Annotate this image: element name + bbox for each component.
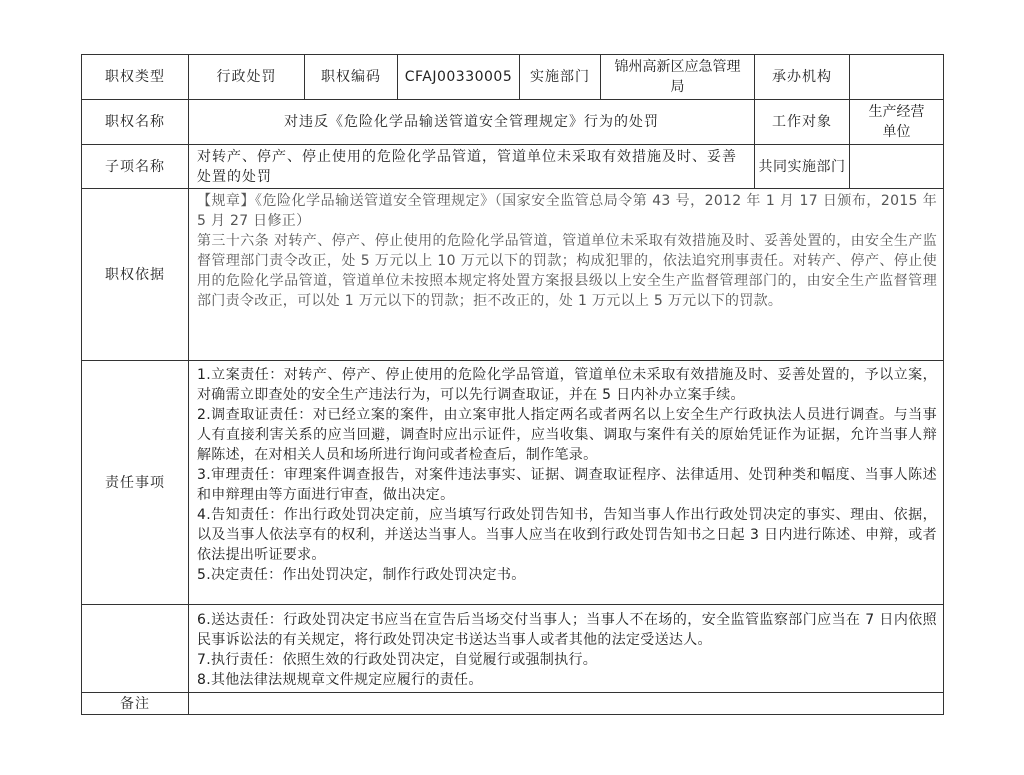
value-joint xyxy=(850,145,944,189)
duty-item-5: 5.决定责任：作出处罚决定，制作行政处罚决定书。 xyxy=(197,567,526,583)
label-joint: 共同实施部门 xyxy=(755,145,850,189)
value-target: 生产经营单位 xyxy=(850,100,944,145)
basis-content xyxy=(189,189,944,361)
value-name: 对违反《危险化学品输送管道安全管理规定》行为的处罚 xyxy=(189,100,755,145)
label-target: 工作对象 xyxy=(755,100,850,145)
sub-row xyxy=(82,145,944,189)
duties-content xyxy=(189,361,944,605)
value-type: 行政处罚 xyxy=(189,55,305,100)
header-row xyxy=(82,55,944,100)
value-sub: 对转产、停产、停止使用的危险化学品管道，管道单位未采取有效措施及时、妥善处置的处罚 xyxy=(189,145,755,189)
duty-item-3: 3.审理责任：审理案件调查报告，对案件违法事实、证据、调查取证程序、法律适用、处罚种类和幅度、当事人陈述和申辩理由等方面进行审查，做出决定。 xyxy=(197,467,937,503)
value-dept: 锦州高新区应急管理局 xyxy=(601,55,755,100)
label-remark: 备注 xyxy=(82,693,189,715)
duty-item-4: 4.告知责任：作出行政处罚决定前，应当填写行政处罚告知书，告知当事人作出行政处罚决定的事实、理由、依据，以及当事人依法享有的权利，并送达当事人。当事人应当在收到行政处罚告知书之日起 3 日内进行陈述、申辩，或者依法提出听证要求。 xyxy=(197,507,937,563)
label-dept: 实施部门 xyxy=(520,55,601,100)
duty-row xyxy=(82,361,944,605)
name-row xyxy=(82,100,944,145)
duty-label-continued xyxy=(82,605,189,693)
label-type: 职权类型 xyxy=(82,55,189,100)
label-duties: 责任事项 xyxy=(82,361,189,605)
label-sub: 子项名称 xyxy=(82,145,189,189)
duty-item-7: 7.执行责任：依照生效的行政处罚决定，自觉履行或强制执行。 xyxy=(197,652,598,668)
authority-table xyxy=(81,54,944,715)
duty-item-6: 6.送达责任：行政处罚决定书应当在宣告后当场交付当事人；当事人不在场的，安全监管监察部门应当在 7 日内依照民事诉讼法的有关规定，将行政处罚决定书送达当事人或者其他的法定受送达人。 xyxy=(197,612,937,648)
value-code: CFAJ00330005 xyxy=(398,55,520,100)
label-code: 职权编码 xyxy=(305,55,398,100)
basis-regulation: 【规章】《危险化学品输送管道安全管理规定》（国家安全监管总局令第 43 号，2012 年 1 月 17 日颁布，2015 年 5 月 27 日修正） xyxy=(197,193,937,229)
duty-item-1: 1.立案责任：对转产、停产、停止使用的危险化学品管道，管道单位未采取有效措施及时、妥善处置的，予以立案，对确需立即查处的安全生产违法行为，可以先行调查取证，并在 5 日内补办立案手续。 xyxy=(197,367,937,403)
duty-row-continued xyxy=(82,605,944,693)
duties-content-continued xyxy=(189,605,944,693)
label-org: 承办机构 xyxy=(755,55,850,100)
label-basis: 职权依据 xyxy=(82,189,189,361)
duty-item-8: 8.其他法律法规规章文件规定应履行的责任。 xyxy=(197,672,483,688)
value-remark xyxy=(189,693,944,715)
remark-row xyxy=(82,693,944,715)
label-name: 职权名称 xyxy=(82,100,189,145)
basis-article: 第三十六条 对转产、停产、停止使用的危险化学品管道，管道单位未采取有效措施及时、妥善处置的，由安全生产监督管理部门责令改正，处 5 万元以上 10 万元以下的罚款；构成犯罪的，依法追究刑事责任。对转产、停产、停止使用的危险化学品管道，管道单位未按照本规定将处置方案报县级以上安全生产监督管理部门的，由安全生产监督管理部门责令改正，可以处 1 万元以下的罚款；拒不改正的，处 1 万元以上 5 万元以下的罚款。 xyxy=(197,233,937,309)
basis-row xyxy=(82,189,944,361)
value-org xyxy=(850,55,944,100)
duty-item-2: 2.调查取证责任：对已经立案的案件，由立案审批人指定两名或者两名以上安全生产行政执法人员进行调查。与当事人有直接利害关系的应当回避，调查时应出示证件，应当收集、调取与案件有关的原始凭证作为证据，允许当事人辩解陈述，在对相关人员和场所进行询问或者检查后，制作笔录。 xyxy=(197,407,937,463)
